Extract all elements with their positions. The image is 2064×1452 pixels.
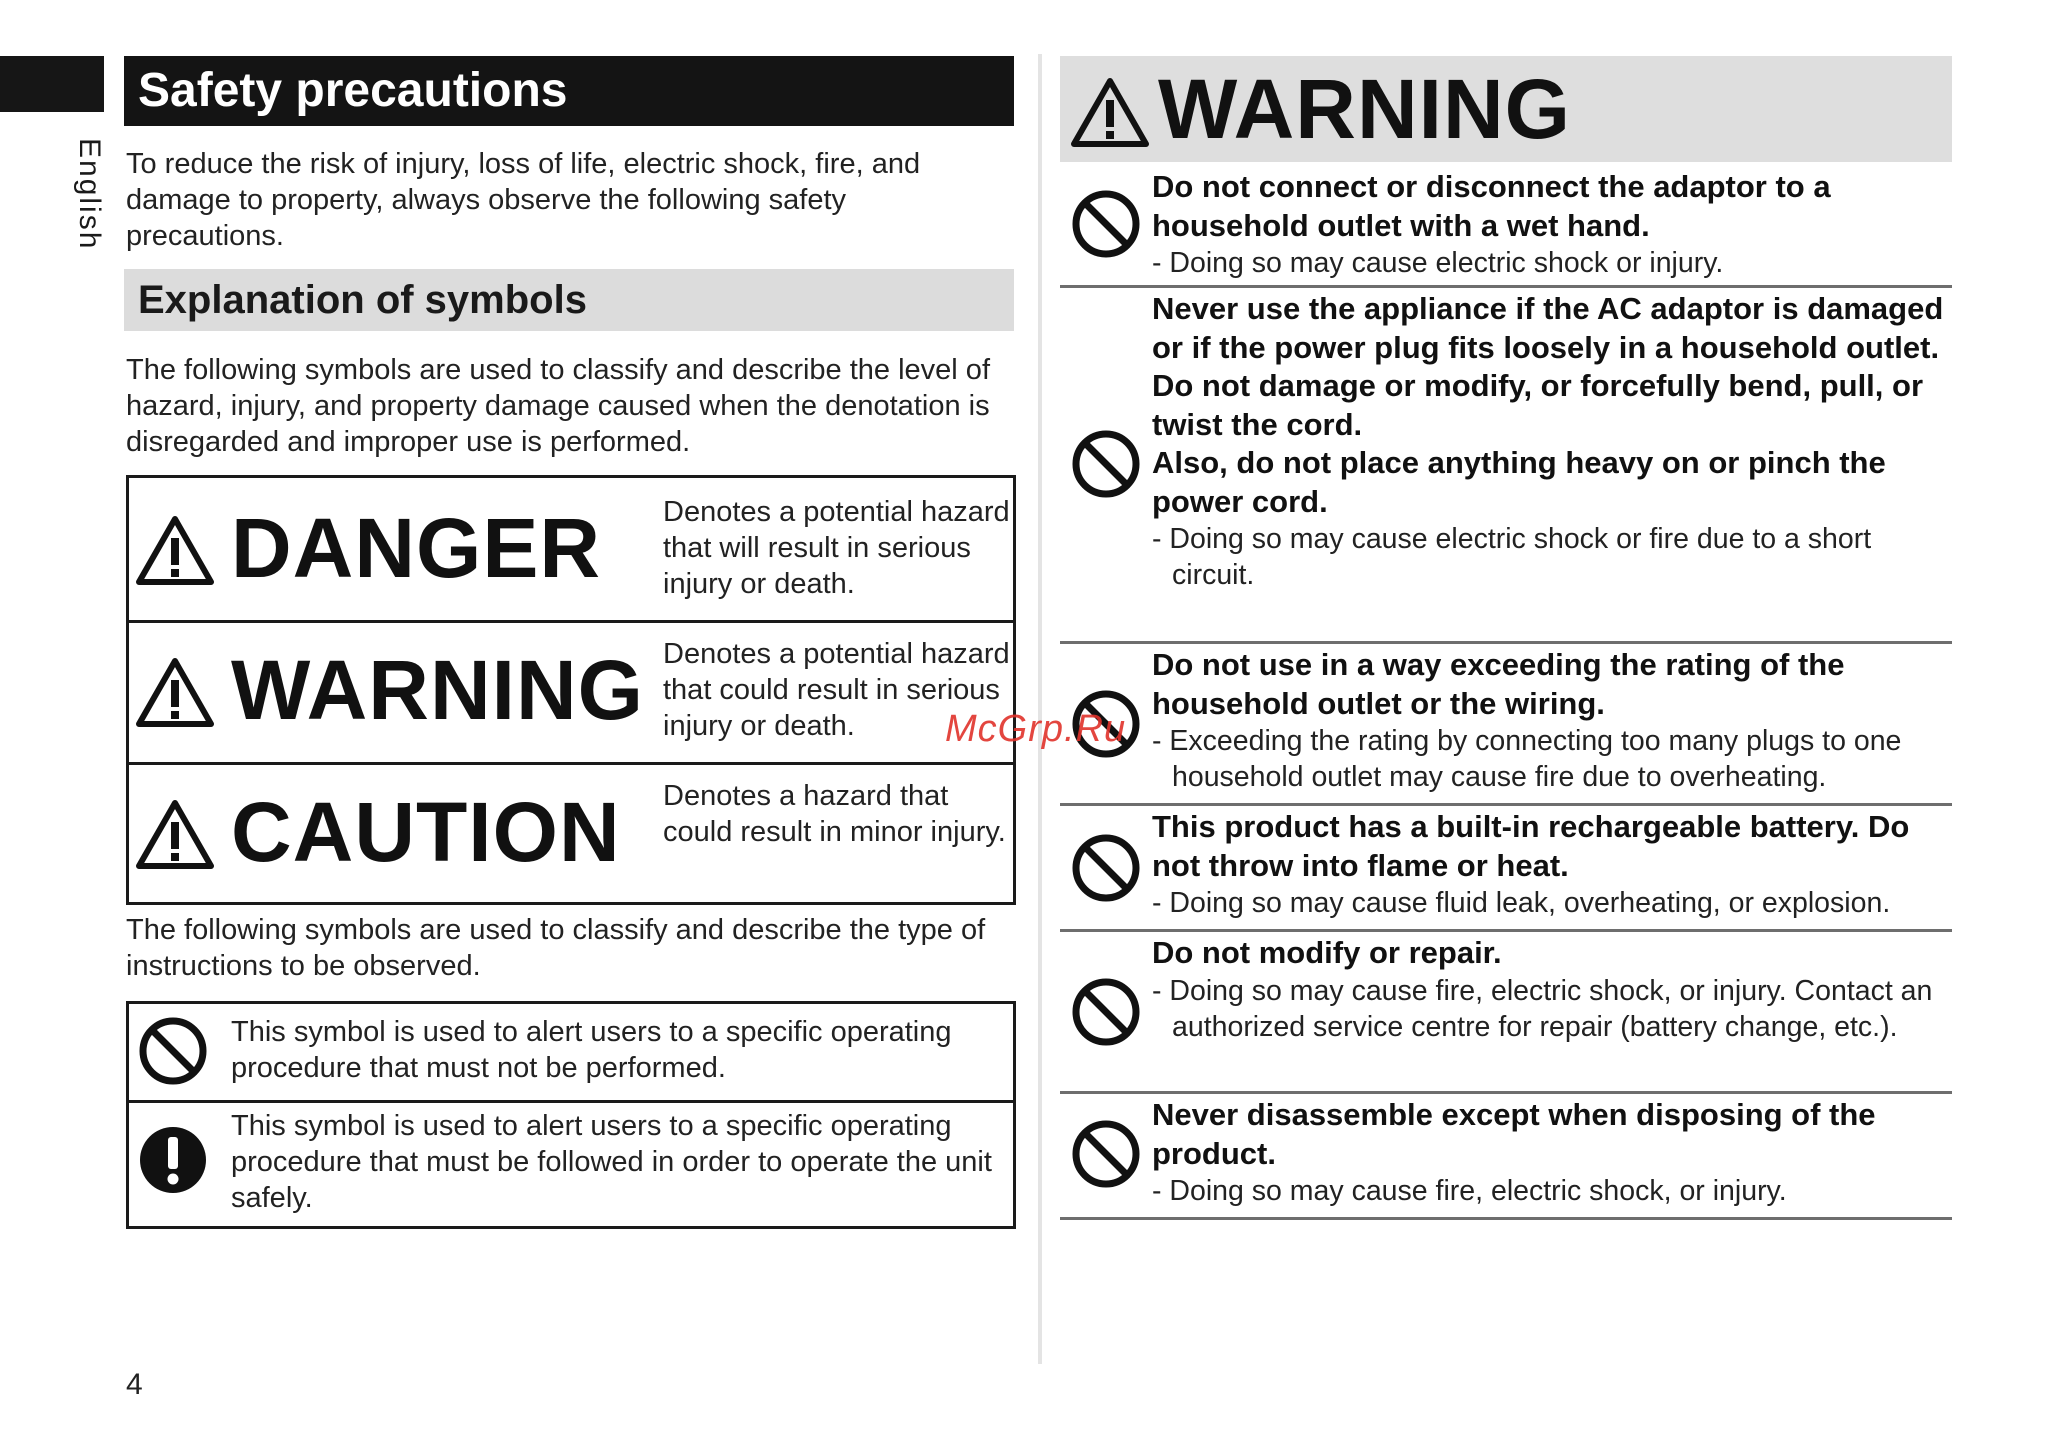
instruction-row-prohibit bbox=[129, 1004, 1013, 1103]
mandatory-action-icon bbox=[137, 1124, 209, 1196]
warning-item-body bbox=[1152, 934, 1952, 1045]
warning-item-body bbox=[1152, 168, 1952, 281]
prohibition-icon bbox=[1070, 428, 1142, 500]
prohibition-icon bbox=[1070, 1118, 1142, 1190]
prohibition-icon bbox=[1070, 188, 1142, 260]
warning-triangle-icon bbox=[135, 514, 215, 586]
page-title: Safety precautions bbox=[124, 56, 1014, 126]
warning-note: - Doing so may cause electric shock or fire due to a short circuit. bbox=[1152, 523, 1872, 591]
instruction-row-mandatory bbox=[129, 1100, 1013, 1226]
warning-note: - Doing so may cause electric shock or injury. bbox=[1152, 247, 1724, 279]
instruction-text: This symbol is used to alert users to a specific operating procedure that must not be performed. bbox=[231, 1016, 952, 1084]
watermark: McGrp.Ru bbox=[945, 708, 1127, 750]
warning-triangle-icon bbox=[1070, 76, 1150, 148]
warning-note: - Exceeding the rating by connecting too many plugs to one household outlet may cause fire due to overheating. bbox=[1152, 725, 1902, 793]
warning-instruction: Do not use in a way exceeding the rating of the household outlet or the wiring. bbox=[1152, 647, 1845, 721]
hazard-word: DANGER bbox=[231, 501, 602, 595]
instruction-symbol-table bbox=[126, 1001, 1016, 1229]
prohibition-icon bbox=[1070, 976, 1142, 1048]
warning-note: - Doing so may cause fluid leak, overheating, or explosion. bbox=[1152, 887, 1891, 919]
prohibition-icon bbox=[1070, 832, 1142, 904]
instruction-text: This symbol is used to alert users to a specific operating procedure that must be followed in order to operate the unit safely. bbox=[231, 1110, 992, 1214]
warning-note: - Doing so may cause fire, electric shock, or injury. Contact an authorized service centre for repair (battery change, etc.). bbox=[1152, 974, 1933, 1043]
hazard-level-table bbox=[126, 475, 1016, 905]
language-tab bbox=[0, 56, 104, 112]
prohibition-icon bbox=[137, 1015, 209, 1087]
warning-instruction: Never use the appliance if the AC adaptor is damaged or if the power plug fits loosely in a household outlet. bbox=[1152, 291, 1944, 365]
warning-instruction: Do not modify or repair. bbox=[1152, 935, 1502, 970]
warning-header bbox=[1060, 56, 1952, 162]
warning-header-title: WARNING bbox=[1158, 62, 1571, 156]
symbols-paragraph: The following symbols are used to classify and describe the level of hazard, injury, and property damage caused when the denotation is disregarded and improper use is performed. bbox=[126, 354, 990, 458]
hazard-word: WARNING bbox=[231, 643, 644, 737]
warning-item-disassemble bbox=[1060, 1094, 1952, 1220]
hazard-description: Denotes a hazard that could result in minor injury. bbox=[663, 780, 1006, 848]
symbols-heading: Explanation of symbols bbox=[124, 269, 1014, 331]
warning-instruction: Do not connect or disconnect the adaptor to a household outlet with a wet hand. bbox=[1152, 169, 1831, 243]
warning-item-ac-adaptor bbox=[1060, 288, 1952, 644]
hazard-description: Denotes a potential hazard that will result in serious injury or death. bbox=[663, 496, 1010, 600]
warning-item-battery bbox=[1060, 806, 1952, 932]
warning-item-modify-repair bbox=[1060, 932, 1952, 1094]
instructions-paragraph: The following symbols are used to classify and describe the type of instructions to be observed. bbox=[126, 914, 986, 982]
warning-instruction: Never disassemble except when disposing of the product. bbox=[1152, 1097, 1876, 1171]
warning-triangle-icon bbox=[135, 656, 215, 728]
warning-item-body bbox=[1152, 808, 1952, 921]
warning-triangle-icon bbox=[135, 798, 215, 870]
warning-item-body bbox=[1152, 290, 1952, 593]
page-number: 4 bbox=[126, 1368, 143, 1401]
warning-instruction: Do not damage or modify, or forcefully bend, pull, or twist the cord. bbox=[1152, 368, 1924, 442]
hazard-word: CAUTION bbox=[231, 785, 621, 879]
warning-instruction: This product has a built-in rechargeable battery. Do not throw into flame or heat. bbox=[1152, 809, 1910, 883]
hazard-row-warning bbox=[129, 620, 1013, 765]
warning-item-outlet-rating bbox=[1060, 644, 1952, 806]
warning-item-body bbox=[1152, 1096, 1952, 1209]
hazard-row-danger bbox=[129, 478, 1013, 623]
warning-note: - Doing so may cause fire, electric shock, or injury. bbox=[1152, 1175, 1787, 1207]
warning-item-wet-hand bbox=[1060, 166, 1952, 288]
hazard-row-caution bbox=[129, 762, 1013, 904]
language-label: English bbox=[73, 137, 106, 251]
intro-paragraph: To reduce the risk of injury, loss of life, electric shock, fire, and damage to property, always observe the following safety precautions. bbox=[126, 148, 921, 252]
warning-item-body bbox=[1152, 646, 1952, 795]
hazard-description: Denotes a potential hazard that could result in serious injury or death. bbox=[663, 638, 1010, 742]
warning-instruction: Also, do not place anything heavy on or pinch the power cord. bbox=[1152, 445, 1886, 519]
